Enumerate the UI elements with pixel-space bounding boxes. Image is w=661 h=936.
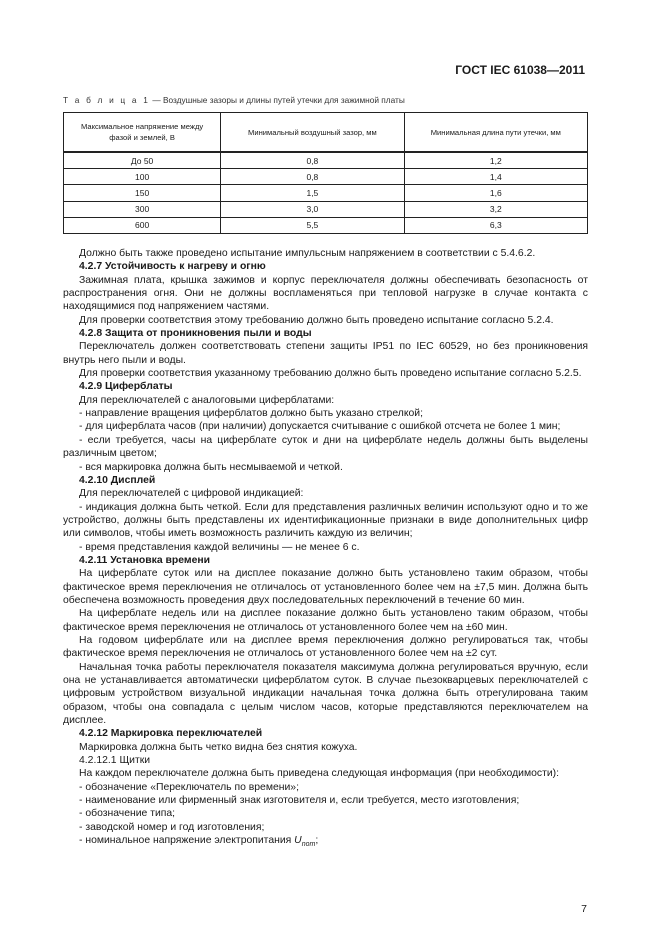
table-row (64, 185, 588, 201)
section-heading: 4.2.8 Защита от проникновения пыли и воды (79, 328, 312, 340)
document-body (63, 247, 588, 852)
section-heading: 4.2.9 Циферблаты (79, 381, 173, 393)
paragraph: - заводской номер и год изготовления; (79, 821, 265, 833)
list-item-text: - номинальное напряжение электропитания (79, 835, 295, 847)
page-number: 7 (581, 903, 587, 915)
table-cell: 1,6 (404, 185, 587, 201)
column-header: Максимальное напряжение между фазой и землей, В (64, 113, 221, 153)
table-caption-label: Т а б л и ц а 1 (63, 95, 151, 105)
column-header: Минимальный воздушный зазор, мм (221, 113, 404, 153)
paragraph: Для переключателей с цифровой индикацией: (79, 488, 304, 500)
paragraph: - наименование или фирменный знак изготовителя и, если требуется, место изготовления; (79, 795, 520, 807)
table-cell: 150 (64, 185, 221, 201)
table-cell: 0,8 (221, 152, 404, 169)
paragraph: - обозначение типа; (79, 808, 176, 820)
paragraph: - вся маркировка должна быть несмываемой и четкой. (79, 461, 343, 473)
paragraph: - для циферблата часов (при наличии) допускается считывание с ошибкой отсчета не более 1 мин; (79, 421, 561, 433)
table-cell: 1,2 (404, 152, 587, 169)
paragraph: На каждом переключателе должна быть приведена следующая информация (при необходимости): (79, 768, 560, 780)
table-row (64, 169, 588, 185)
table-caption-text: — Воздушные зазоры и длины путей утечки для зажимной платы (150, 95, 405, 105)
table-cell: 3,0 (221, 201, 404, 217)
list-item-tail: ; (315, 835, 319, 847)
table-caption (63, 95, 405, 105)
paragraph: 4.2.12.1 Щитки (79, 755, 151, 767)
table-cell: 5,5 (221, 217, 404, 233)
paragraph: Для проверки соответствия этому требованию должно быть проведено испытание согласно 5.2.4. (79, 314, 554, 326)
paragraph: Должно быть также проведено испытание импульсным напряжением в соответствии с 5.4.6.2. (79, 248, 536, 259)
table-cell: 6,3 (404, 217, 587, 233)
table-cell: 0,8 (221, 169, 404, 185)
document-header: ГОСТ IEC 61038—2011 (455, 63, 585, 77)
table-row (64, 201, 588, 217)
table-cell: 3,2 (404, 201, 587, 217)
paragraph: - если требуется, часы на циферблате суток и дни на циферблате недель должны быть выделены различным цветом; (63, 434, 588, 460)
section-heading: 4.2.10 Дисплей (79, 474, 156, 486)
table-cell: До 50 (64, 152, 221, 169)
paragraph: Маркировка должна быть четко видна без снятия кожуха. (79, 741, 358, 753)
paragraph: - время представления каждой величины — не менее 6 с. (79, 541, 360, 553)
table-cell: 600 (64, 217, 221, 233)
table-row (64, 217, 588, 233)
paragraph: Для переключателей с аналоговыми циферблатами: (79, 394, 335, 406)
paragraph: Для проверки соответствия указанному требованию должно быть проведено испытание согласно 5.2.5. (79, 368, 582, 380)
table-row (64, 152, 588, 169)
section-heading: 4.2.7 Устойчивость к нагреву и огню (79, 261, 266, 273)
column-header: Минимальная длина пути утечки, мм (404, 113, 587, 153)
paragraph: - направление вращения циферблатов должно быть указано стрелкой; (79, 408, 423, 420)
paragraph: Начальная точка работы переключателя показателя максимума должна регулироваться вручную, если она не устанавливается автоматически циферблатом суток. В случае пьезокварцевых переключателей с цифровым устройством визуальной индикации начальная точка должна быть отрегулирована таким образом, чтобы она совпадала с целым числом часов, которые представляются переключателем на дисплее. (63, 661, 588, 727)
paragraph: На годовом циферблате или на дисплее время переключения должно регулироваться так, чтобы фактическое время переключения не отличалось от установленного более чем на ±2 сут. (63, 634, 588, 660)
table-cell: 1,5 (221, 185, 404, 201)
paragraph: Зажимная плата, крышка зажимов и корпус переключателя должны обеспечивать безопасность от распространения огня. Они не должны воспламеняться при тепловой нагрузке в случае контакта с находящимися под напряжением частями. (63, 274, 588, 313)
voltage-subscript: nom (301, 841, 316, 849)
paragraph: - индикация должна быть четкой. Если для представления различных величин используют одно и то же устройство, должны быть представлены их идентификационные признаки в виде дополнительных цифр или символов, чтобы иметь возможность различить каждую из величин; (63, 501, 588, 540)
paragraph: - обозначение «Переключатель по времени»; (79, 781, 299, 793)
paragraph (63, 834, 588, 851)
table-cell: 100 (64, 169, 221, 185)
voltage-symbol: U (294, 835, 302, 847)
section-heading: 4.2.12 Маркировка переключателей (79, 728, 263, 740)
clearance-table (63, 112, 588, 234)
paragraph: На циферблате недель или на дисплее показание должно быть установлено таким образом, чтобы фактическое время переключения не отличалось от установленного более чем на ±60 мин. (63, 608, 588, 633)
paragraph: На циферблате суток или на дисплее показание должно быть установлено таким образом, чтобы фактическое время переключения не отличалось от установленного более чем на ±7,5 мин. Должна быть обеспечена возможность проведения двух последовательных переключений в течение 60 мин. (63, 568, 588, 606)
section-heading: 4.2.11 Установка времени (79, 554, 211, 566)
table-cell: 300 (64, 201, 221, 217)
paragraph: Переключатель должен соответствовать степени защиты IP51 по IEC 60529, но без проникновения внутрь него пыли и воды. (63, 341, 588, 366)
table-header-row (64, 113, 588, 153)
table-cell: 1,4 (404, 169, 587, 185)
